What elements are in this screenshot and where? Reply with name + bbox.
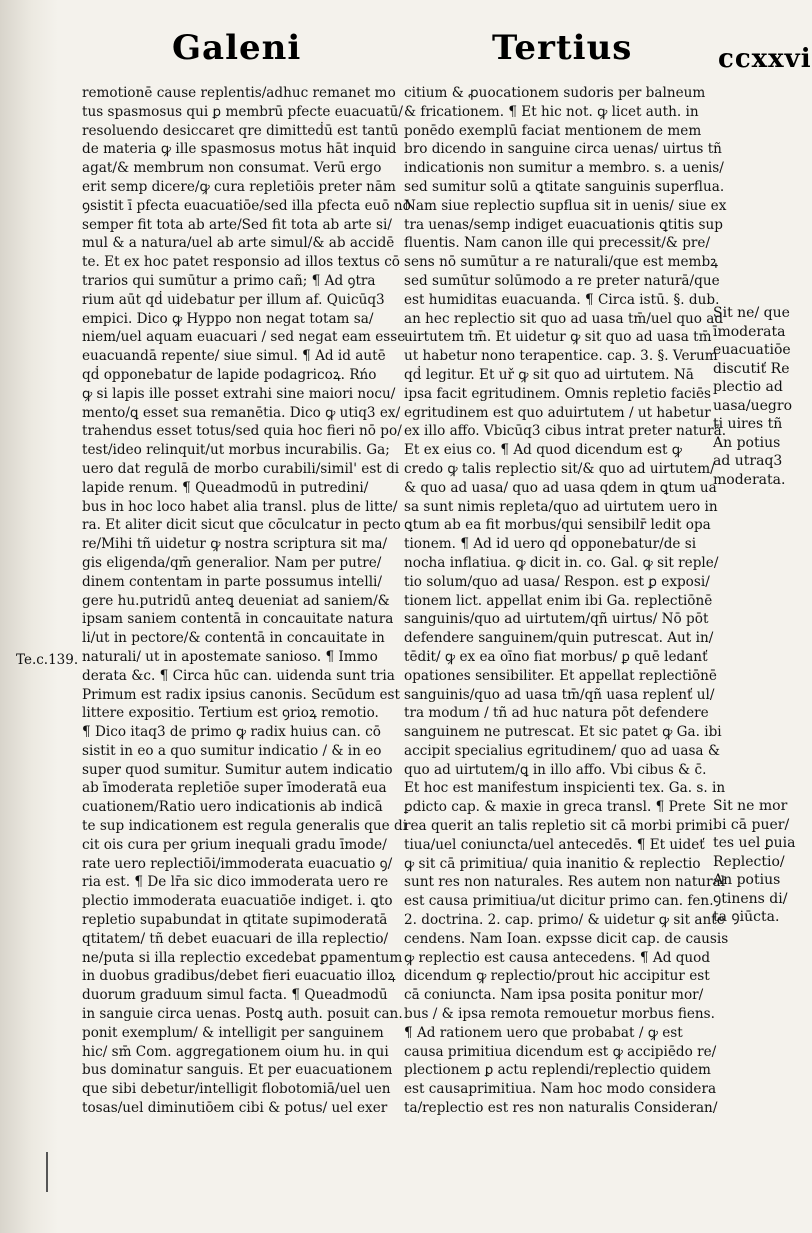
margin-note-line: Replectio/ — [713, 853, 785, 870]
text-line: remotionē cause replentis/adhuc remanet mo — [82, 85, 396, 101]
margin-note-line: An potius — [713, 434, 781, 451]
margin-note-2 — [713, 797, 796, 927]
text-line: 2. doctrina. 2. cap. primo/ & uidetur ꝙ sit ante — [404, 912, 725, 929]
text-line: Et hoc est manifestum inspicienti tex. Ga. s. in — [404, 780, 726, 797]
margin-note-line: discutiť Re — [713, 360, 790, 377]
text-line: indicationis non sumitur a membro. s. a uenis/ — [404, 160, 724, 177]
margin-note-line: Sit ne/ que — [713, 305, 790, 321]
text-line: est causa primitiua/ut dicitur primo can. fen. — [404, 893, 714, 910]
text-line: te sup indicationem est regula generalis que di — [82, 818, 408, 835]
text-line: sed sumūtur solūmodo a re preter naturā/que — [404, 272, 720, 289]
text-line: ex illo affo. Vbicūq3 cibus intrat preter naturā. — [404, 423, 727, 440]
text-line: dinem contentam in parte possumus intelli/ — [82, 573, 382, 590]
text-line: tra modum / tñ ad huc natura pōt defendere — [404, 705, 709, 722]
margin-note-line: bi cā puer/ — [713, 816, 790, 833]
text-line: test/ideo relinquit/ut morbus incurabilis. Ga; — [82, 442, 390, 459]
text-line: gis eligenda/qm̄ generalior. Nam per putre/ — [82, 554, 382, 571]
text-line: fluentis. Nam canon ille qui precessit/& pre/ — [404, 235, 711, 252]
text-line: cit ois cura per ꝯrium inequali gradu īmode/ — [82, 836, 387, 853]
text-line: sunt res non naturales. Res autem non naturał — [404, 874, 726, 891]
text-line: egritudinem est quo aduirtutem / ut habetur — [404, 404, 711, 421]
text-line: qḋ opponebatur de lapide podagricoꝝ. Rńo — [82, 366, 377, 383]
text-line: opationes sensibiliter. Et appellat replectiōnē — [404, 667, 717, 684]
text-line: cā coniuncta. Nam ipsa posita ponitur mor/ — [404, 987, 704, 1004]
text-line: li/ut in pectore/& contentā in concauitate in — [82, 630, 385, 647]
text-line: citium & ꝓuocationem sudoris per balneum — [404, 85, 706, 101]
text-line: bus dominatur sanguis. Et per euacuationem — [82, 1062, 393, 1079]
text-line: Nam siue replectio supflua sit in uenis/ siue ex — [404, 197, 727, 214]
text-line: tus spasmosus qui ꝑ membrū pfecte euacuatū/ — [82, 103, 403, 120]
text-line: nocha inflatiua. ꝙ dicit in. co. Gal. ꝙ sit reple/ — [404, 554, 719, 571]
text-line: qḋ legitur. Et uř ꝙ sit quo ad uirtutem. Nā — [404, 366, 694, 383]
text-line: cendens. Nam Ioan. expsse dicit cap. de causis — [404, 930, 729, 947]
text-line: trahendus esset totus/sed quia hoc fieri nō po/ — [82, 423, 402, 440]
margin-note-line: ꝯtinens di/ — [713, 890, 788, 907]
text-line: plectionem ꝑ actu replendi/replectio quidem — [404, 1062, 711, 1079]
text-line: quo ad uirtutem/ꝗ in illo affo. Vbi cibus & c̄. — [404, 761, 707, 778]
text-line: ra. Et aliter dicit sicut que cōculcatur in pecto — [82, 517, 401, 534]
running-head-book: Tertius — [492, 28, 633, 68]
text-line: semper fit tota ab arte/Sed fit tota ab arte si/ — [82, 216, 392, 233]
margin-note-line: An potius — [713, 872, 781, 888]
text-line: plectio immoderata euacuatiōe indiget. i. ꝗto — [82, 893, 393, 910]
margin-note-line: plectio ad — [713, 379, 783, 395]
text-line: bus / & ipsa remota remouetur morbus fiens. — [404, 1006, 715, 1023]
text-line: ab īmoderata repletiōe super īmoderatā eua — [82, 780, 387, 797]
text-line: agat/& membrum non consumat. Verū ergo — [82, 160, 382, 177]
text-line: accipit specialius egritudinem/ quo ad uasa & — [404, 742, 720, 759]
text-line: rea querit an talis repletio sit cā morbi primi — [404, 818, 713, 835]
margin-note-line: Sit ne mor — [713, 798, 788, 814]
text-line: ipsam saniem contentā in concauitate natura — [82, 611, 394, 628]
text-line: bro dicendo in sanguine circa uenas/ uirtus tñ — [404, 141, 722, 158]
page-gutter-shadow — [0, 0, 58, 1233]
text-line: hic/ sm̄ Com. aggregationem oium hu. in qui — [82, 1043, 389, 1060]
margin-note-line: uasa/uegro — [713, 397, 792, 414]
text-line: de materia ꝙ ille spasmosus motus hāt inquid — [82, 141, 397, 158]
folio-number: ccxxvi — [718, 44, 812, 74]
text-line: defendere sanguinem/quin putrescat. Aut in/ — [404, 630, 714, 647]
text-line: mul & a natura/uel ab arte simul/& ab accidē — [82, 235, 395, 252]
text-line: repletio supabundat in qtitate supimoderatā — [82, 912, 388, 929]
text-line: sanguinem ne putrescat. Et sic patet ꝙ Ga. ibi — [404, 724, 722, 741]
text-line: ne/puta si illa replectio excedebat ꝑpamentum — [82, 949, 403, 966]
text-line: uirtutem tm̄. Et uidetur ꝙ sit quo ad uasa tm̄ — [404, 329, 712, 346]
text-line: ꝑdicto cap. & maxie in greca transl. ¶ Prete — [404, 799, 706, 816]
text-line: ipsa facit egritudinem. Omnis repletio faciēs — [404, 385, 712, 402]
text-line: ut habetur nono terapentice. cap. 3. §. Verum — [404, 348, 718, 365]
text-line: ꝙ si lapis ille posset extrahi sine maiori nocu/ — [82, 385, 396, 402]
margin-note-line: ti uires tñ — [713, 416, 783, 432]
text-line: lapide renum. ¶ Queadmodū in putredini/ — [82, 479, 369, 496]
text-line: Primum est radix ipsius canonis. Secūdum est — [82, 686, 400, 703]
text-line: erit semp dicere/ꝙ cura repletiōis preter nām — [82, 178, 396, 195]
text-line: sanguinis/quo ad uasa tm̄/qñ uasa replenť ul/ — [404, 686, 715, 703]
text-line: qtitatem/ tñ debet euacuari de illa replectio/ — [82, 930, 389, 947]
text-line: ¶ Ad rationem uero que probabat / ꝙ est — [404, 1024, 683, 1041]
text-line: rate uero replectiōi/immoderata euacuatio ꝯ/ — [82, 855, 393, 872]
text-line: in duobus gradibus/debet fieri euacuatio illoꝝ — [82, 968, 396, 985]
text-line: ¶ Dico itaq3 de primo ꝙ radix huius can. cō — [82, 724, 381, 741]
text-line: bus in hoc loco habet alia transl. plus de litte/ — [82, 498, 398, 515]
text-line: uero dat regulā de morbo curabili/simil' est di — [82, 460, 400, 477]
text-line: cuationem/Ratio uero indicationis ab indicā — [82, 799, 383, 816]
text-line: derata &c. ¶ Circa hūc can. uidenda sunt tria — [82, 667, 395, 684]
margin-note-1 — [713, 304, 792, 489]
text-line: tio solum/quo ad uasa/ Respon. est ꝑ exposi/ — [404, 573, 710, 590]
text-line: tosas/uel diminutiōem cibi & potus/ uel exer — [82, 1100, 388, 1117]
text-line: naturali/ ut in apostemate sanioso. ¶ Immo — [82, 648, 378, 665]
text-line: rium aūt qḋ uidebatur per illum af. Quicūq3 — [82, 291, 385, 308]
text-line: gere hu.putridū anteꝗ deueniat ad saniem/& — [82, 592, 390, 609]
text-line: Et ex eius co. ¶ Ad quod dicendum est ꝙ — [404, 442, 683, 459]
text-line: sanguinis/quo ad uirtutem/qñ uirtus/ Nō pōt — [404, 611, 709, 628]
text-line: sa sunt nimis repleta/quo ad uirtutem uero in — [404, 498, 718, 515]
margin-note-line: ad utraq3 — [713, 453, 783, 469]
margin-note-line: īmoderata — [713, 323, 786, 340]
text-line: super quod sumitur. Sumitur autem indicatio — [82, 761, 393, 778]
text-line: tra uenas/semp indiget euacuationis ꝗtitis sup — [404, 216, 723, 233]
margin-note-line: tes uel ꝑuia — [713, 835, 796, 851]
text-line: ꝙ sit cā primitiua/ quia inanitio & replectio — [404, 855, 701, 872]
text-line: resoluendo desiccaret qre dimitteḋū est tantū — [82, 122, 399, 139]
text-line: tionem. ¶ Ad id uero qḋ opponebatur/de si — [404, 536, 697, 553]
text-line: duorum graduum simul facta. ¶ Queadmodū — [82, 987, 388, 1004]
text-line: ꝗtum ab ea fit morbus/qui sensibilr̄ ledit opa — [404, 517, 711, 534]
text-line: causa primitiua dicendum est ꝙ accipiēdo re/ — [404, 1043, 717, 1060]
running-head-left: Galeni — [172, 28, 302, 68]
text-line: que sibi debetur/intelligit flobotomiā/uel uen — [82, 1081, 391, 1098]
text-line: est humiditas euacuanda. ¶ Circa istū. §. dub. — [404, 291, 720, 308]
text-line: ta/replectio est res non naturalis Consideran/ — [404, 1100, 718, 1117]
text-column-right — [404, 84, 729, 1118]
margin-text-reference: Te.c.139. — [16, 652, 79, 668]
text-line: empici. Dico ꝙ Hyppo non negat totam sa/ — [82, 310, 374, 327]
text-line: mento/ꝗ esset sua remanētia. Dico ꝙ utiq3 ex/ — [82, 404, 401, 421]
text-line: littere expositio. Tertium est ꝯrioꝝ remotio. — [82, 705, 379, 722]
text-line: euacuandā repente/ siue simul. ¶ Ad id autē — [82, 348, 386, 365]
text-line: est causaprimitiua. Nam hoc modo considera — [404, 1081, 717, 1098]
margin-note-line: ta ꝯiūcta. — [713, 909, 780, 925]
text-line: re/Mihi tñ uidetur ꝙ nostra scriptura sit ma/ — [82, 536, 388, 553]
text-line: trarios qui sumūtur a primo cañ; ¶ Ad ꝯtra — [82, 272, 376, 289]
text-line: ponit exemplum/ & intelligit per sanguinem — [82, 1024, 384, 1041]
margin-note-line: euacuatiōe — [713, 342, 791, 358]
text-line: credo ꝙ talis replectio sit/& quo ad uirtutem/ — [404, 460, 715, 477]
text-line: & quo ad uasa/ quo ad uasa qdem in ꝗtum ua — [404, 479, 717, 496]
text-line: ria est. ¶ De lr̄a sic dico immoderata uero re — [82, 874, 389, 891]
text-line: sistit in eo a quo sumitur indicatio / & in eo — [82, 742, 382, 759]
text-line: ponēdo exemplū faciat mentionem de mem — [404, 122, 702, 139]
text-line: tionem lict. appellat enim ibi Ga. replectiōnē — [404, 592, 713, 609]
text-line: sens nō sumūtur a re naturali/que est membꝝ — [404, 254, 719, 271]
text-line: tēdit/ ꝙ ex ea oīno fiat morbus/ ꝑ quē ledanť — [404, 648, 708, 665]
margin-note-line: moderata. — [713, 471, 786, 488]
text-line: dicendum ꝙ replectio/prout hic accipitur est — [404, 968, 710, 985]
text-column-left — [82, 84, 411, 1118]
text-line: ꝙ replectio est causa antecedens. ¶ Ad quod — [404, 949, 711, 966]
text-line: & fricationem. ¶ Et hic not. ꝙ licet auth. in — [404, 103, 699, 120]
text-line: in sanguie circa uenas. Postꝗ auth. posuit can. — [82, 1006, 403, 1023]
text-line: tiua/uel coniuncta/uel antecedēs. ¶ Et uideť — [404, 836, 705, 853]
page-edge-mark — [46, 1152, 48, 1192]
text-line: an hec replectio sit quo ad uasa tm̄/uel quo ad — [404, 310, 724, 327]
text-line: te. Et ex hoc patet responsio ad illos textus cō — [82, 254, 400, 271]
text-line: sed sumitur solū a ꝗtitate sanguinis superflua. — [404, 178, 725, 195]
text-line: niem/uel aquam euacuari / sed negat eam esse — [82, 329, 406, 346]
text-line: ꝯsistit ī pfecta euacuatiōe/sed illa pfecta euō nō — [82, 197, 411, 214]
